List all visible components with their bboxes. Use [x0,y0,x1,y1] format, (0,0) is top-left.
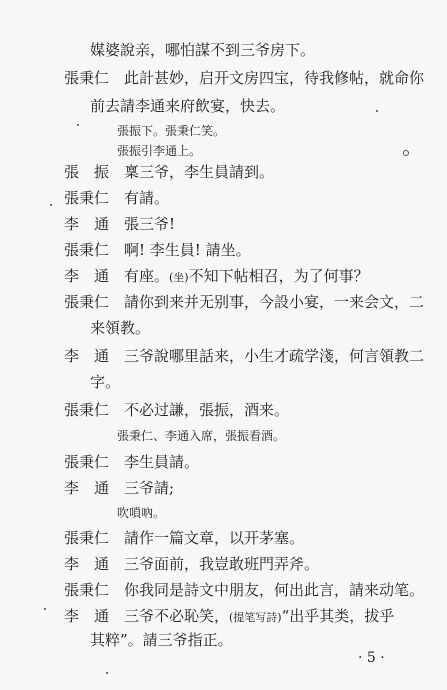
speaker: 李 通 [64,555,110,573]
scan-speck [50,204,52,206]
line-24: 其粹”。請三爷指正。 [90,631,233,649]
scan-speck [376,110,378,112]
speaker: 張秉仁 [64,293,110,311]
dialogue: 三爷面前，我豈敢班門弄斧。 [124,555,320,573]
dialogue: 有請。 [124,189,170,207]
scan-speck [403,150,409,156]
line-12: 来領教。 [90,319,151,337]
page-number: · 5 · [358,650,385,666]
dialogue: 三爷請; [124,479,175,497]
line-1: 媒婆說亲，哪怕謀不到三爷房下。 [90,41,316,59]
speaker: 李 通 [64,267,110,285]
speaker: 張秉仁 [64,241,110,259]
speaker: 張秉仁 [64,401,110,419]
scan-speck [44,608,46,610]
speaker: 李 通 [64,479,110,497]
dialogue: 張三爷! [124,215,176,233]
dialogue: 此計甚妙，启开文房四宝，待我修帖，就命你 [124,69,425,87]
line-3: 前去請李通来府飲宴，快去。 [90,97,286,115]
speaker: 李 通 [64,347,110,365]
stage-direction: 張振下。張秉仁笑。 [117,124,226,138]
stage-direction: 吹嗩吶。 [117,506,166,520]
speaker: 李 通 [64,215,110,233]
stage-note: (提笔写詩) [229,611,282,624]
speaker: 張秉仁 [64,69,110,87]
dialogue: 三爷說哪里話来，小生才疏学淺，何言領教二 [124,347,425,365]
speaker: 張 振 [64,163,110,181]
scan-speck [77,124,79,126]
speaker: 張秉仁 [64,529,110,547]
dialogue: 稟三爷，李生員請到。 [124,163,275,181]
dialogue: 你我同是詩文中朋友，何出此言，請来动笔。 [124,581,425,599]
dialogue: 李生員請。 [124,453,200,471]
scan-speck [106,672,108,674]
line-14: 字。 [90,373,121,391]
speaker: 張秉仁 [64,581,110,599]
stage-direction: 張振引李通上。 [117,144,202,158]
speaker: 張秉仁 [64,453,110,471]
speaker: 李 通 [64,607,110,625]
dialogue: 不必过謙，張振，酒来。 [124,401,290,419]
speaker: 張秉仁 [64,189,110,207]
stage-direction: 張秉仁、李通入席，張振看酒。 [117,429,286,443]
dialogue: 有座。(坐)不知下帖相召，为了何事？ [124,267,369,285]
dialogue: 請你到来并无别事，今設小宴，一来会文，二 [124,293,425,311]
dialogue: 啊! 李生員! 請坐。 [124,241,251,259]
dialogue: 請作一篇文章，以开茅塞。 [124,529,305,547]
stage-note: (坐) [169,271,189,284]
dialogue: 三爷不必恥笑，(提笔写詩)“出乎其类，拔乎 [124,607,395,625]
